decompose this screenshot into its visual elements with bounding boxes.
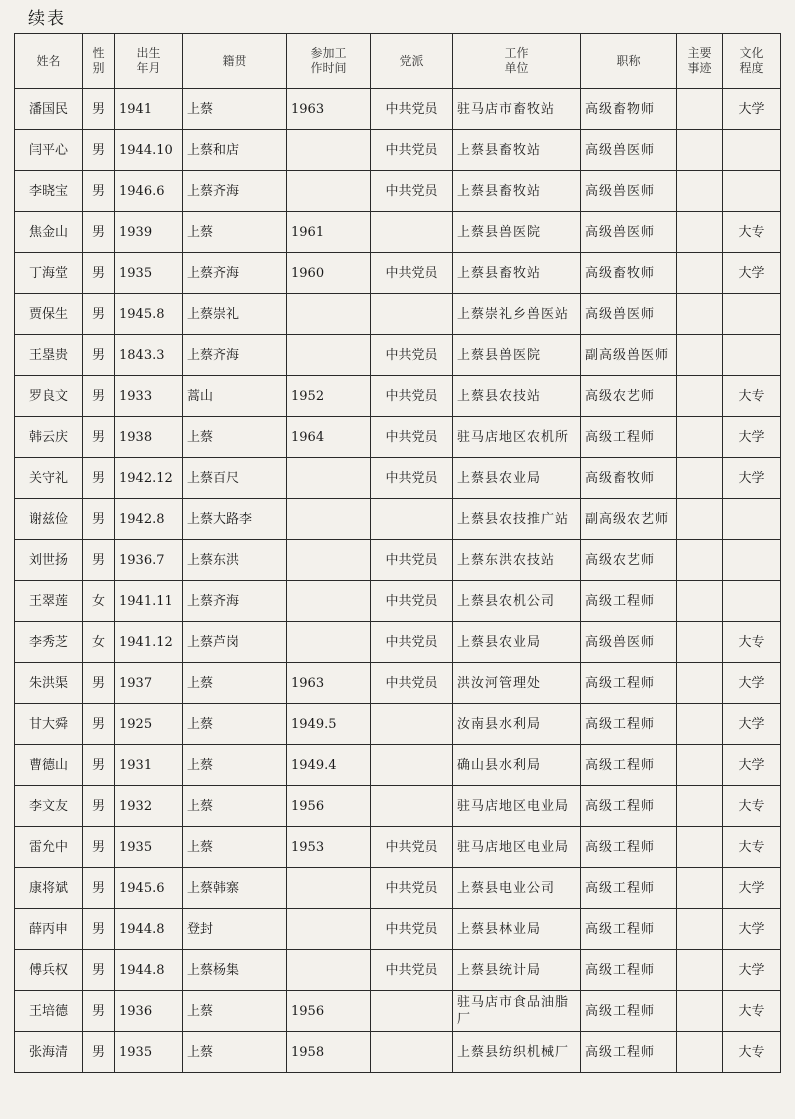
- cell-sex: 男: [83, 540, 115, 581]
- cell-party: [371, 991, 453, 1032]
- header-work-start: 参加工 作时间: [287, 34, 371, 89]
- table-row: [15, 622, 781, 663]
- cell-education: 大学: [723, 253, 781, 294]
- header-native-place: 籍贯: [183, 34, 287, 89]
- cell-work-unit: 上蔡县农业局: [453, 458, 581, 499]
- cell-native-place: 上蔡: [183, 89, 287, 130]
- cell-work-unit: 驻马店地区电业局: [453, 786, 581, 827]
- cell-education: 大专: [723, 622, 781, 663]
- cell-party: 中共党员: [371, 663, 453, 704]
- cell-birth: 1936.7: [115, 540, 183, 581]
- cell-education: [723, 171, 781, 212]
- cell-work-start: 1956: [287, 786, 371, 827]
- table-row: [15, 417, 781, 458]
- cell-deeds: [677, 1032, 723, 1073]
- cell-name: 王培德: [15, 991, 83, 1032]
- cell-deeds: [677, 171, 723, 212]
- cell-education: 大专: [723, 376, 781, 417]
- cell-deeds: [677, 909, 723, 950]
- cell-birth: 1935: [115, 253, 183, 294]
- cell-native-place: 上蔡东洪: [183, 540, 287, 581]
- cell-title: 高级农艺师: [581, 540, 677, 581]
- cell-name: 焦金山: [15, 212, 83, 253]
- cell-native-place: 上蔡: [183, 704, 287, 745]
- cell-sex: 男: [83, 335, 115, 376]
- cell-work-unit: 上蔡县畜牧站: [453, 253, 581, 294]
- cell-sex: 男: [83, 950, 115, 991]
- cell-education: 大学: [723, 458, 781, 499]
- cell-sex: 男: [83, 130, 115, 171]
- cell-native-place: 上蔡齐海: [183, 581, 287, 622]
- cell-work-unit: 洪汝河管理处: [453, 663, 581, 704]
- cell-birth: 1941: [115, 89, 183, 130]
- cell-native-place: 上蔡百尺: [183, 458, 287, 499]
- cell-native-place: 上蔡大路李: [183, 499, 287, 540]
- table-row: [15, 745, 781, 786]
- cell-sex: 男: [83, 499, 115, 540]
- cell-title: 高级兽医师: [581, 171, 677, 212]
- cell-deeds: [677, 89, 723, 130]
- cell-name: 雷允中: [15, 827, 83, 868]
- cell-work-unit: 上蔡县农机公司: [453, 581, 581, 622]
- cell-name: 王塁贵: [15, 335, 83, 376]
- header-row: [15, 34, 781, 89]
- table-body: [15, 89, 781, 1073]
- cell-name: 甘大舜: [15, 704, 83, 745]
- cell-party: 中共党员: [371, 458, 453, 499]
- cell-work-start: 1949.4: [287, 745, 371, 786]
- page-title: 续表: [28, 9, 66, 29]
- cell-sex: 女: [83, 622, 115, 663]
- cell-work-unit: 上蔡县农技站: [453, 376, 581, 417]
- cell-deeds: [677, 376, 723, 417]
- cell-education: 大学: [723, 89, 781, 130]
- cell-work-start: 1963: [287, 663, 371, 704]
- cell-education: 大专: [723, 786, 781, 827]
- cell-birth: 1931: [115, 745, 183, 786]
- cell-education: 大专: [723, 1032, 781, 1073]
- cell-title: 高级兽医师: [581, 294, 677, 335]
- cell-deeds: [677, 991, 723, 1032]
- cell-work-start: [287, 950, 371, 991]
- cell-work-unit: 驻马店地区电业局: [453, 827, 581, 868]
- cell-name: 潘国民: [15, 89, 83, 130]
- cell-education: 大学: [723, 745, 781, 786]
- cell-sex: 男: [83, 89, 115, 130]
- cell-name: 张海清: [15, 1032, 83, 1073]
- cell-birth: 1942.12: [115, 458, 183, 499]
- cell-deeds: [677, 540, 723, 581]
- cell-education: 大学: [723, 909, 781, 950]
- cell-title: 高级工程师: [581, 909, 677, 950]
- cell-work-start: [287, 458, 371, 499]
- cell-work-unit: 上蔡县兽医院: [453, 335, 581, 376]
- cell-birth: 1932: [115, 786, 183, 827]
- cell-name: 谢兹俭: [15, 499, 83, 540]
- cell-title: 高级兽医师: [581, 212, 677, 253]
- cell-title: 高级工程师: [581, 827, 677, 868]
- cell-deeds: [677, 868, 723, 909]
- cell-native-place: 上蔡: [183, 827, 287, 868]
- cell-sex: 男: [83, 458, 115, 499]
- table-row: [15, 335, 781, 376]
- cell-sex: 男: [83, 253, 115, 294]
- cell-birth: 1937: [115, 663, 183, 704]
- cell-birth: 1946.6: [115, 171, 183, 212]
- cell-sex: 男: [83, 991, 115, 1032]
- cell-party: [371, 212, 453, 253]
- cell-education: [723, 130, 781, 171]
- cell-native-place: 上蔡芦岗: [183, 622, 287, 663]
- cell-birth: 1938: [115, 417, 183, 458]
- cell-party: 中共党员: [371, 540, 453, 581]
- cell-work-start: [287, 909, 371, 950]
- cell-deeds: [677, 704, 723, 745]
- cell-work-start: [287, 335, 371, 376]
- cell-birth: 1944.10: [115, 130, 183, 171]
- table-row: [15, 991, 781, 1032]
- cell-work-unit: 上蔡县电业公司: [453, 868, 581, 909]
- cell-deeds: [677, 581, 723, 622]
- table-row: [15, 376, 781, 417]
- table-row: [15, 868, 781, 909]
- cell-education: [723, 335, 781, 376]
- table-row: [15, 171, 781, 212]
- cell-sex: 男: [83, 376, 115, 417]
- cell-work-unit: 上蔡县统计局: [453, 950, 581, 991]
- cell-work-start: [287, 171, 371, 212]
- cell-deeds: [677, 950, 723, 991]
- cell-deeds: [677, 663, 723, 704]
- cell-party: 中共党员: [371, 335, 453, 376]
- table-row: [15, 130, 781, 171]
- cell-education: [723, 499, 781, 540]
- cell-title: 高级工程师: [581, 417, 677, 458]
- cell-sex: 男: [83, 212, 115, 253]
- cell-work-unit: 汝南县水利局: [453, 704, 581, 745]
- cell-party: 中共党员: [371, 950, 453, 991]
- cell-title: 高级畜物师: [581, 89, 677, 130]
- cell-education: 大学: [723, 663, 781, 704]
- cell-party: 中共党员: [371, 130, 453, 171]
- cell-deeds: [677, 335, 723, 376]
- table-row: [15, 253, 781, 294]
- cell-work-start: [287, 499, 371, 540]
- cell-education: [723, 540, 781, 581]
- cell-title: 高级兽医师: [581, 130, 677, 171]
- cell-sex: 女: [83, 581, 115, 622]
- cell-work-start: [287, 294, 371, 335]
- cell-name: 李晓宝: [15, 171, 83, 212]
- cell-party: 中共党员: [371, 909, 453, 950]
- cell-work-unit: 上蔡东洪农技站: [453, 540, 581, 581]
- cell-name: 李秀芝: [15, 622, 83, 663]
- cell-education: 大专: [723, 827, 781, 868]
- personnel-table: [14, 33, 781, 1073]
- cell-native-place: 上蔡: [183, 991, 287, 1032]
- table-row: [15, 704, 781, 745]
- cell-native-place: 上蔡: [183, 417, 287, 458]
- cell-birth: 1935: [115, 827, 183, 868]
- header-party: 党派: [371, 34, 453, 89]
- cell-education: [723, 581, 781, 622]
- cell-birth: 1944.8: [115, 950, 183, 991]
- cell-deeds: [677, 212, 723, 253]
- cell-title: 高级畜牧师: [581, 253, 677, 294]
- cell-work-unit: 上蔡县农技推广站: [453, 499, 581, 540]
- header-education: 文化 程度: [723, 34, 781, 89]
- cell-work-unit: 上蔡县农业局: [453, 622, 581, 663]
- cell-name: 贾保生: [15, 294, 83, 335]
- cell-party: 中共党员: [371, 827, 453, 868]
- cell-party: 中共党员: [371, 581, 453, 622]
- table-row: [15, 212, 781, 253]
- cell-title: 高级工程师: [581, 786, 677, 827]
- cell-deeds: [677, 253, 723, 294]
- cell-native-place: 上蔡韩寨: [183, 868, 287, 909]
- cell-birth: 1941.12: [115, 622, 183, 663]
- cell-title: 副高级农艺师: [581, 499, 677, 540]
- cell-title: 高级工程师: [581, 704, 677, 745]
- cell-party: [371, 1032, 453, 1073]
- table-row: [15, 581, 781, 622]
- cell-sex: 男: [83, 909, 115, 950]
- cell-sex: 男: [83, 868, 115, 909]
- cell-birth: 1939: [115, 212, 183, 253]
- cell-work-start: [287, 868, 371, 909]
- cell-deeds: [677, 294, 723, 335]
- cell-birth: 1942.8: [115, 499, 183, 540]
- header-title: 职称: [581, 34, 677, 89]
- cell-education: 大专: [723, 991, 781, 1032]
- cell-work-start: 1956: [287, 991, 371, 1032]
- cell-work-start: 1963: [287, 89, 371, 130]
- cell-work-start: 1960: [287, 253, 371, 294]
- cell-native-place: 上蔡齐海: [183, 253, 287, 294]
- cell-sex: 男: [83, 827, 115, 868]
- cell-sex: 男: [83, 171, 115, 212]
- table-row: [15, 458, 781, 499]
- table-row: [15, 89, 781, 130]
- cell-sex: 男: [83, 294, 115, 335]
- cell-sex: 男: [83, 663, 115, 704]
- cell-birth: 1843.3: [115, 335, 183, 376]
- cell-sex: 男: [83, 1032, 115, 1073]
- cell-work-start: 1953: [287, 827, 371, 868]
- cell-sex: 男: [83, 745, 115, 786]
- header-sex: 性 别: [83, 34, 115, 89]
- cell-party: 中共党员: [371, 622, 453, 663]
- cell-title: 高级工程师: [581, 1032, 677, 1073]
- cell-birth: 1945.8: [115, 294, 183, 335]
- cell-deeds: [677, 417, 723, 458]
- cell-name: 丁海堂: [15, 253, 83, 294]
- table-row: [15, 499, 781, 540]
- cell-party: 中共党员: [371, 376, 453, 417]
- cell-name: 傅兵权: [15, 950, 83, 991]
- table-row: [15, 663, 781, 704]
- cell-name: 闫平心: [15, 130, 83, 171]
- cell-education: 大学: [723, 950, 781, 991]
- cell-deeds: [677, 458, 723, 499]
- cell-native-place: 上蔡和店: [183, 130, 287, 171]
- cell-name: 曹德山: [15, 745, 83, 786]
- cell-deeds: [677, 499, 723, 540]
- table-row: [15, 950, 781, 991]
- cell-party: 中共党员: [371, 171, 453, 212]
- cell-name: 韩云庆: [15, 417, 83, 458]
- cell-party: 中共党员: [371, 417, 453, 458]
- header-work-unit: 工作 单位: [453, 34, 581, 89]
- cell-party: [371, 704, 453, 745]
- cell-education: 大学: [723, 868, 781, 909]
- header-name: 姓名: [15, 34, 83, 89]
- cell-native-place: 登封: [183, 909, 287, 950]
- cell-name: 罗良文: [15, 376, 83, 417]
- cell-native-place: 上蔡: [183, 786, 287, 827]
- cell-birth: 1933: [115, 376, 183, 417]
- cell-title: 高级农艺师: [581, 376, 677, 417]
- cell-title: 高级工程师: [581, 868, 677, 909]
- cell-education: [723, 294, 781, 335]
- cell-title: 高级畜牧师: [581, 458, 677, 499]
- cell-name: 李文友: [15, 786, 83, 827]
- cell-name: 薛丙申: [15, 909, 83, 950]
- cell-deeds: [677, 622, 723, 663]
- cell-work-unit: 上蔡崇礼乡兽医站: [453, 294, 581, 335]
- cell-work-start: 1958: [287, 1032, 371, 1073]
- cell-native-place: 上蔡: [183, 212, 287, 253]
- cell-native-place: 蒿山: [183, 376, 287, 417]
- cell-title: 高级工程师: [581, 745, 677, 786]
- cell-title: 高级工程师: [581, 950, 677, 991]
- table-row: [15, 294, 781, 335]
- cell-title: 副高级兽医师: [581, 335, 677, 376]
- cell-party: [371, 294, 453, 335]
- cell-name: 刘世扬: [15, 540, 83, 581]
- cell-work-unit: 上蔡县林业局: [453, 909, 581, 950]
- cell-work-unit: 上蔡县纺织机械厂: [453, 1032, 581, 1073]
- cell-deeds: [677, 827, 723, 868]
- cell-work-start: [287, 622, 371, 663]
- cell-native-place: 上蔡崇礼: [183, 294, 287, 335]
- cell-work-unit: 上蔡县畜牧站: [453, 130, 581, 171]
- cell-name: 康将斌: [15, 868, 83, 909]
- table-row: [15, 909, 781, 950]
- table-row: [15, 827, 781, 868]
- cell-work-unit: 驻马店市畜牧站: [453, 89, 581, 130]
- cell-work-unit: 驻马店地区农机所: [453, 417, 581, 458]
- cell-work-start: 1952: [287, 376, 371, 417]
- cell-native-place: 上蔡: [183, 663, 287, 704]
- cell-title: 高级兽医师: [581, 622, 677, 663]
- cell-native-place: 上蔡齐海: [183, 171, 287, 212]
- table-row: [15, 786, 781, 827]
- cell-work-unit: 上蔡县畜牧站: [453, 171, 581, 212]
- cell-party: 中共党员: [371, 89, 453, 130]
- cell-deeds: [677, 745, 723, 786]
- cell-birth: 1941.11: [115, 581, 183, 622]
- cell-work-start: [287, 581, 371, 622]
- cell-title: 高级工程师: [581, 663, 677, 704]
- cell-education: 大专: [723, 212, 781, 253]
- cell-native-place: 上蔡杨集: [183, 950, 287, 991]
- cell-sex: 男: [83, 417, 115, 458]
- table-row: [15, 540, 781, 581]
- cell-birth: 1935: [115, 1032, 183, 1073]
- cell-name: 关守礼: [15, 458, 83, 499]
- cell-title: 高级工程师: [581, 581, 677, 622]
- cell-native-place: 上蔡: [183, 745, 287, 786]
- cell-native-place: 上蔡齐海: [183, 335, 287, 376]
- cell-work-start: 1961: [287, 212, 371, 253]
- cell-sex: 男: [83, 786, 115, 827]
- cell-name: 朱洪渠: [15, 663, 83, 704]
- cell-name: 王翠莲: [15, 581, 83, 622]
- cell-work-unit: 上蔡县兽医院: [453, 212, 581, 253]
- cell-deeds: [677, 130, 723, 171]
- cell-work-start: 1949.5: [287, 704, 371, 745]
- cell-sex: 男: [83, 704, 115, 745]
- cell-work-unit: 确山县水利局: [453, 745, 581, 786]
- cell-party: 中共党员: [371, 868, 453, 909]
- cell-party: [371, 786, 453, 827]
- cell-deeds: [677, 786, 723, 827]
- cell-education: 大学: [723, 704, 781, 745]
- cell-native-place: 上蔡: [183, 1032, 287, 1073]
- cell-work-start: [287, 130, 371, 171]
- cell-education: 大学: [723, 417, 781, 458]
- header-birth: 出生 年月: [115, 34, 183, 89]
- cell-party: [371, 745, 453, 786]
- cell-work-unit: 驻马店市食品油脂厂: [453, 991, 581, 1032]
- cell-birth: 1925: [115, 704, 183, 745]
- cell-birth: 1944.8: [115, 909, 183, 950]
- cell-birth: 1936: [115, 991, 183, 1032]
- cell-work-start: 1964: [287, 417, 371, 458]
- table-row: [15, 1032, 781, 1073]
- cell-title: 高级工程师: [581, 991, 677, 1032]
- cell-birth: 1945.6: [115, 868, 183, 909]
- cell-party: [371, 499, 453, 540]
- cell-work-start: [287, 540, 371, 581]
- cell-party: 中共党员: [371, 253, 453, 294]
- header-deeds: 主要 事迹: [677, 34, 723, 89]
